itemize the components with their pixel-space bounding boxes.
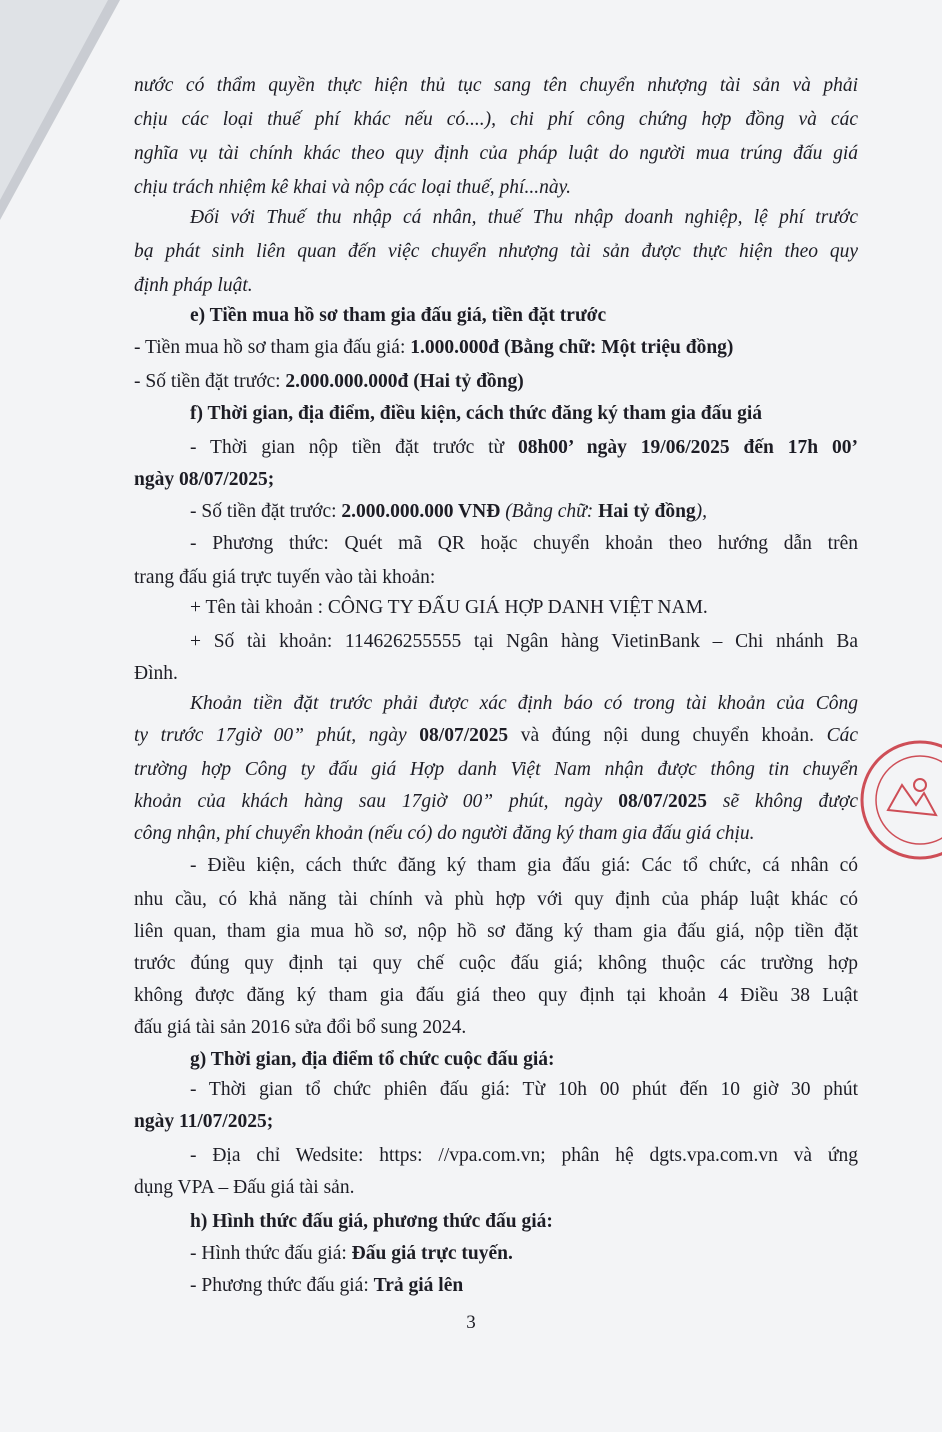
- text-line: - Địa chỉ Wedsite: https: //vpa.com.vn; phân hệ dgts.vpa.com.vn và ứng: [190, 1145, 858, 1166]
- seal-emblem-dot: [914, 779, 926, 791]
- text-line: chịu trách nhiệm kê khai và nộp các loại thuế, phí...này.: [134, 177, 572, 198]
- text-line: chịu các loại thuế phí khác nếu có....), chi phí công chứng hợp đồng và các: [134, 109, 858, 130]
- text-line: nghĩa vụ tài chính khác theo quy định của pháp luật do người mua trúng đấu giá: [134, 143, 858, 164]
- text-span: - Số tiền đặt trước:: [190, 501, 342, 522]
- text-span-bold: 2.000.000.000đ (Hai tỷ đồng): [285, 371, 524, 392]
- text-line: [190, 498, 914, 526]
- text-line: Khoản tiền đặt trước phải được xác định báo có trong tài khoản của Công: [190, 693, 858, 714]
- text-line: nước có thẩm quyền thực hiện thủ tục sang tên chuyển nhượng tài sản và phải: [134, 75, 858, 96]
- text-line: Đối với Thuế thu nhập cá nhân, thuế Thu nhập doanh nghiệp, lệ phí trước: [190, 207, 858, 228]
- text-span-bold: 1.000.000đ (Bằng chữ: Một triệu đồng): [410, 337, 734, 358]
- text-line: + Tên tài khoản : CÔNG TY ĐẤU GIÁ HỢP DANH VIỆT NAM.: [190, 597, 708, 618]
- text-line: ngày 11/07/2025;: [134, 1111, 274, 1132]
- text-line: - Thời gian tổ chức phiên đấu giá: Từ 10h 00 phút đến 10 giờ 30 phút: [190, 1079, 858, 1100]
- seal-inner-ring: [876, 756, 942, 844]
- text-line: định pháp luật.: [134, 275, 253, 296]
- text-line: không được đăng ký tham gia đấu giá theo quy định tại khoản 4 Điều 38 Luật: [134, 985, 858, 1006]
- text-span: - Thời gian nộp tiền đặt trước từ: [190, 437, 519, 458]
- text-span-bold: 08/07/2025: [419, 725, 509, 746]
- text-line: [190, 434, 858, 462]
- text-line: [190, 1272, 914, 1300]
- text-span: - Hình thức đấu giá:: [190, 1243, 352, 1264]
- text-line: liên quan, tham gia mua hồ sơ, nộp hồ sơ đăng ký tham gia đấu giá, nộp tiền đặt: [134, 921, 858, 942]
- text-line: [134, 788, 858, 816]
- text-span-italic: khoản của khách hàng sau 17giờ 00” phút, ngày: [134, 791, 619, 812]
- text-line: trường hợp Công ty đấu giá Hợp danh Việt Nam nhận được thông tin chuyển: [134, 759, 858, 780]
- text-line: trang đấu giá trực tuyến vào tài khoản:: [134, 567, 436, 588]
- text-span-italic: ),: [695, 501, 708, 522]
- text-span-bold: Hai tỷ đồng: [598, 501, 696, 522]
- text-line: công nhận, phí chuyển khoản (nếu có) do người đăng ký tham gia đấu giá chịu.: [134, 823, 755, 844]
- text-line: [134, 722, 858, 750]
- text-span: - Số tiền đặt trước:: [134, 371, 286, 392]
- text-span: - Phương thức đấu giá:: [190, 1275, 374, 1296]
- page-number: 3: [466, 1312, 476, 1333]
- text-span-italic: (Bằng chữ:: [500, 501, 599, 522]
- text-line: [134, 334, 858, 362]
- text-line: + Số tài khoản: 114626255555 tại Ngân hàng VietinBank – Chi nhánh Ba: [190, 631, 858, 652]
- text-line: ngày 08/07/2025;: [134, 469, 275, 490]
- text-line: [134, 368, 858, 396]
- official-seal-stamp: [858, 715, 942, 885]
- text-span-bold: 08h00’ ngày 19/06/2025 đến 17h 00’: [518, 437, 858, 458]
- text-line: - Phương thức: Quét mã QR hoặc chuyển khoản theo hướng dẫn trên: [190, 533, 858, 554]
- text-line: bạ phát sinh liên quan đến việc chuyển nhượng tài sản được thực hiện theo quy: [134, 241, 858, 262]
- section-heading-g: g) Thời gian, địa điểm tổ chức cuộc đấu giá:: [190, 1049, 555, 1070]
- section-heading-e: e) Tiền mua hồ sơ tham gia đấu giá, tiền đặt trước: [190, 305, 607, 326]
- text-span-bold: Trả giá lên: [373, 1275, 464, 1296]
- text-span-bold: 2.000.000.000 VNĐ: [341, 501, 501, 522]
- text-line: nhu cầu, có khả năng tài chính và phù hợp với quy định của pháp luật khác có: [134, 889, 858, 910]
- folded-corner-shade: [0, 0, 108, 200]
- text-span-italic: sẽ không được: [707, 791, 858, 812]
- text-span: - Tiền mua hồ sơ tham gia đấu giá:: [134, 337, 411, 358]
- text-line: dụng VPA – Đấu giá tài sản.: [134, 1177, 355, 1198]
- seal-emblem: [888, 785, 936, 815]
- text-line: đấu giá tài sản 2016 sửa đổi bổ sung 2024.: [134, 1017, 467, 1038]
- text-line: - Điều kiện, cách thức đăng ký tham gia đấu giá: Các tổ chức, cá nhân có: [190, 855, 858, 876]
- text-span: và đúng nội dung chuyển khoản.: [508, 725, 827, 746]
- section-heading-h: h) Hình thức đấu giá, phương thức đấu giá:: [190, 1211, 553, 1232]
- text-span-italic: Các: [826, 725, 858, 746]
- text-span-italic: ty trước 17giờ 00” phút, ngày: [134, 725, 420, 746]
- text-line: [190, 1240, 914, 1268]
- text-span-bold: 08/07/2025: [618, 791, 708, 812]
- text-span-bold: Đấu giá trực tuyến.: [351, 1243, 513, 1264]
- text-line: trước đúng quy định tại quy chế cuộc đấu giá; không thuộc các trường hợp: [134, 953, 858, 974]
- text-line: Đình.: [134, 663, 178, 684]
- section-heading-f: f) Thời gian, địa điểm, điều kiện, cách thức đăng ký tham gia đấu giá: [190, 403, 763, 424]
